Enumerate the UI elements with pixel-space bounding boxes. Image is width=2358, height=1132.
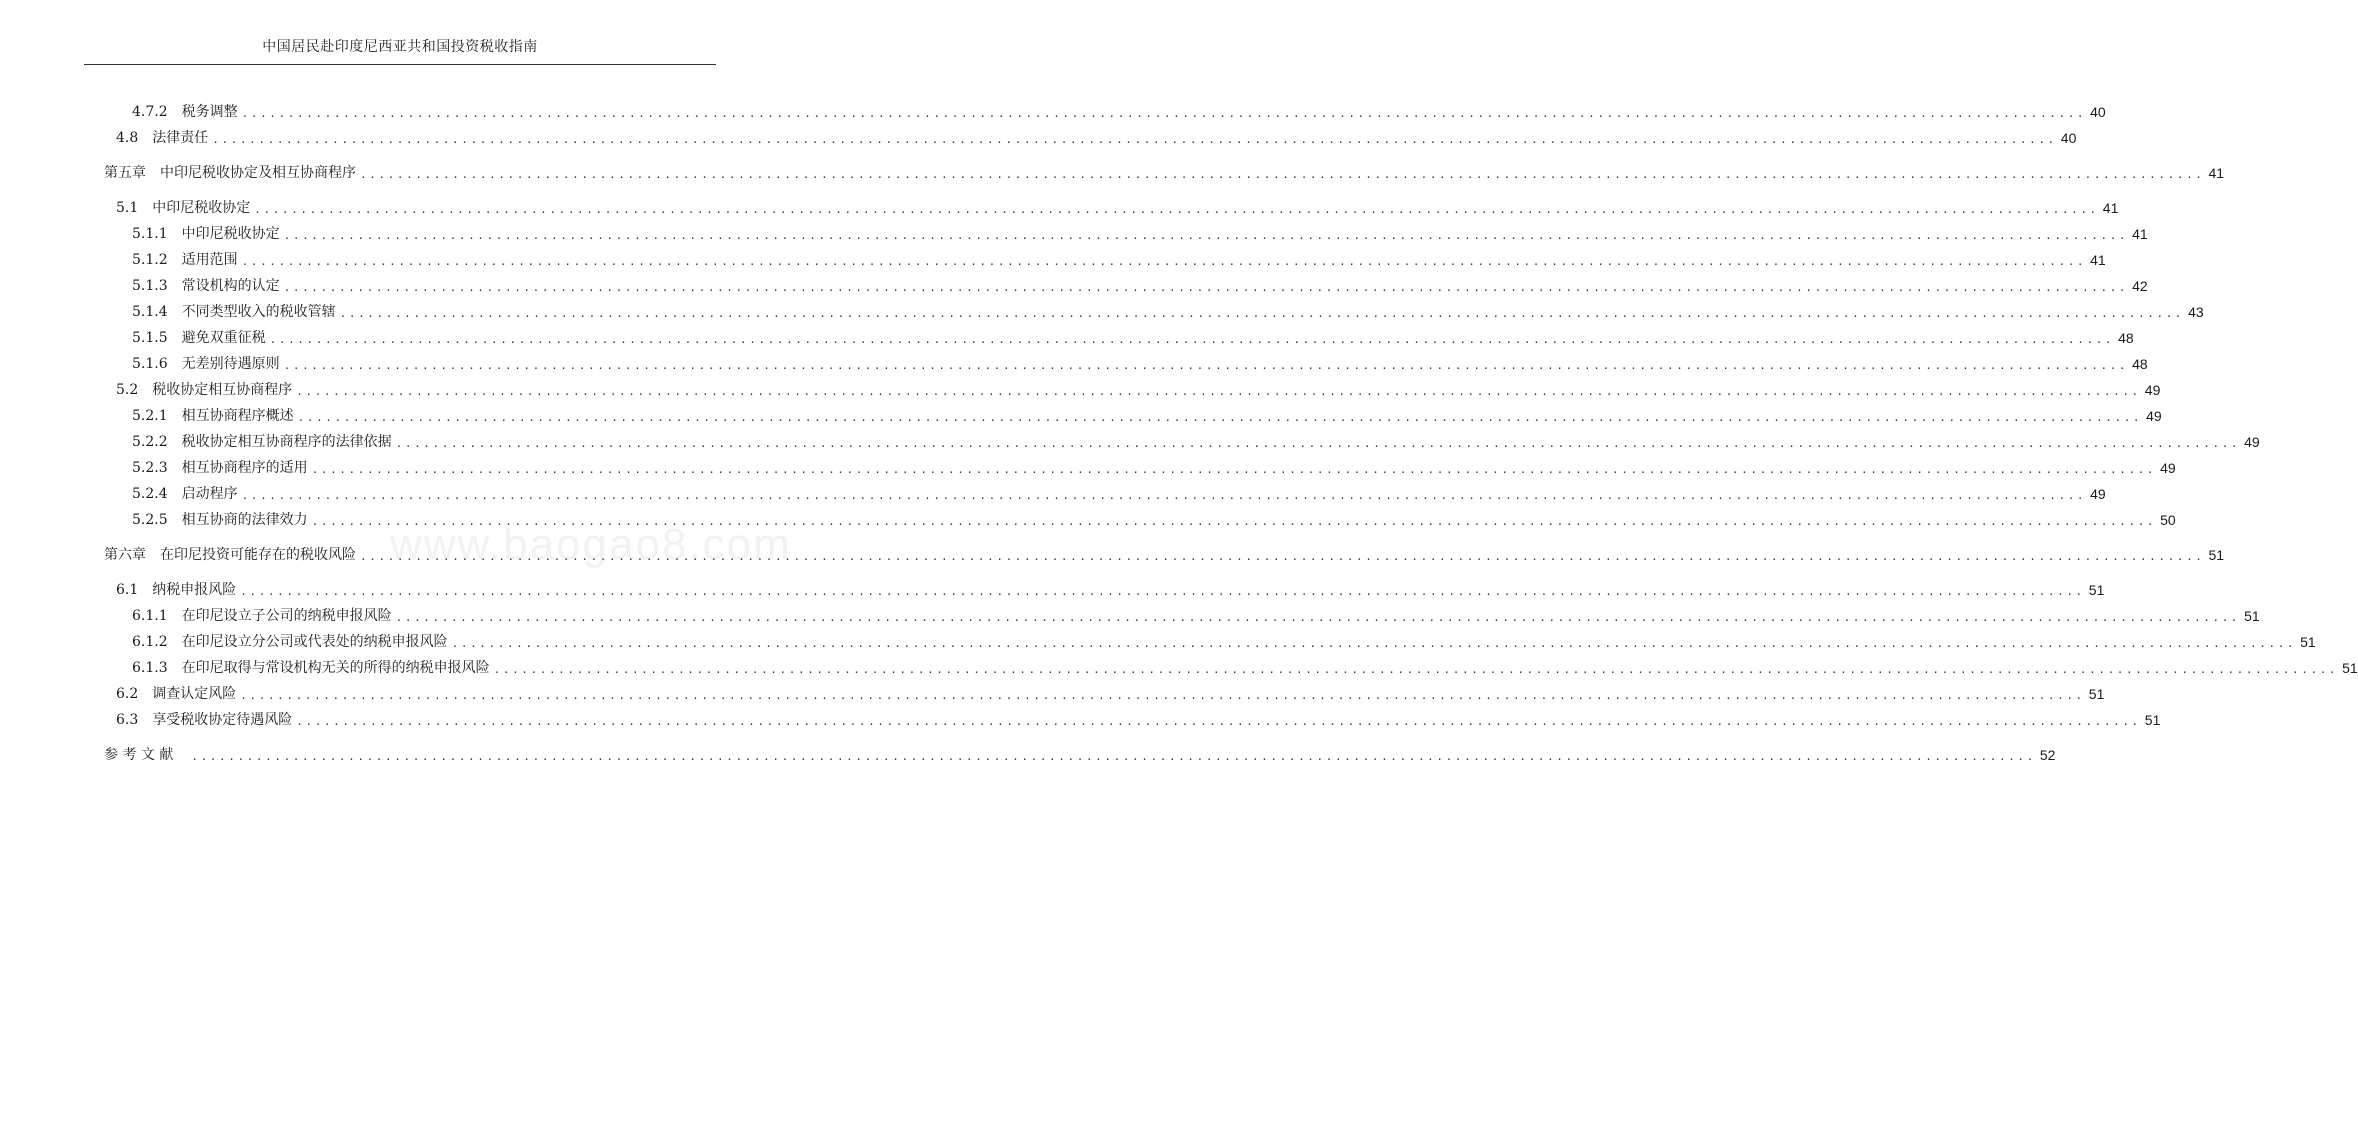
toc-number: 5.1.6 <box>132 356 168 372</box>
toc-number: 5.1.3 <box>132 278 168 294</box>
toc-page-number: 41 <box>2208 165 2225 181</box>
toc-number: 5.1.2 <box>132 252 168 268</box>
toc-leader-dots: ........................................................................................................................................................................................................ <box>297 411 2143 424</box>
toc-page-number: 49 <box>2144 382 2161 398</box>
toc-page-number: 49 <box>2090 486 2106 502</box>
toc-page-number: 43 <box>2188 304 2204 320</box>
toc-title: 在印尼取得与常设机构无关的所得的纳税申报风险 <box>181 660 490 676</box>
toc-entry[interactable] <box>104 96 2106 122</box>
toc-entry[interactable] <box>104 322 2134 348</box>
toc-entry[interactable] <box>104 244 2106 270</box>
toc-entry[interactable] <box>104 122 2077 148</box>
toc-number: 5.1.1 <box>132 226 168 242</box>
toc-number: 第五章 <box>104 165 146 181</box>
toc-page-number: 49 <box>2160 460 2176 476</box>
toc-number: 6.2 <box>116 686 139 702</box>
toc-leader-dots: ........................................................................................................................................................................................................ <box>395 437 2241 450</box>
toc-entry[interactable] <box>104 348 2148 374</box>
toc-entry[interactable] <box>104 296 2204 322</box>
toc-title: 税务调整 <box>181 104 238 120</box>
toc-entry[interactable] <box>104 704 2161 730</box>
toc-leader-dots: ........................................................................................................................................................................................................ <box>395 611 2241 624</box>
toc-leader-dots: ........................................................................................................................................................................................................ <box>296 715 2141 728</box>
toc-leader-dots: ........................................................................................................................................................................................................ <box>240 585 2085 598</box>
toc-title: 适用范围 <box>181 252 238 268</box>
toc-title: 在印尼设立子公司的纳税申报风险 <box>181 608 392 624</box>
toc-page-number: 48 <box>2132 356 2148 372</box>
toc-leader-dots: ........................................................................................................................................................................................................ <box>360 168 2205 181</box>
toc-number: 6.3 <box>116 712 139 728</box>
toc-title: 调查认定风险 <box>152 686 237 702</box>
toc-page-number: 41 <box>2132 226 2148 242</box>
toc-number: 5.2.3 <box>132 460 168 476</box>
toc-leader-dots: ........................................................................................................................................................................................................ <box>241 489 2087 502</box>
toc-chapter-entry[interactable] <box>104 148 2225 183</box>
toc-number: 6.1.2 <box>132 634 168 650</box>
table-of-contents <box>104 96 2358 765</box>
toc-number: 4.8 <box>116 130 139 146</box>
toc-leader-dots: ........................................................................................................................................................................................................ <box>493 663 2339 676</box>
toc-number: 5.2.5 <box>132 512 168 528</box>
toc-page-number: 51 <box>2342 660 2358 676</box>
toc-leader-dots: ........................................................................................................................................................................................................ <box>311 515 2157 528</box>
toc-entry[interactable] <box>104 374 2161 400</box>
toc-title: 享受税收协定待遇风险 <box>152 712 293 728</box>
toc-page-number: 40 <box>2060 130 2077 146</box>
toc-number: 6.1 <box>116 582 139 598</box>
toc-number: 5.1.5 <box>132 330 168 346</box>
toc-number: 参 考 文 献 <box>104 747 174 763</box>
toc-entry[interactable] <box>104 652 2358 678</box>
toc-number: 第六章 <box>104 547 146 563</box>
toc-title: 相互协商的法律效力 <box>181 512 308 528</box>
toc-page-number: 52 <box>2039 747 2056 763</box>
toc-leader-dots: ........................................................................................................................................................................................................ <box>212 133 2057 146</box>
toc-title: 不同类型收入的税收管辖 <box>181 304 336 320</box>
toc-entry[interactable] <box>104 565 2105 600</box>
toc-entry[interactable] <box>104 478 2106 504</box>
toc-leader-dots: ........................................................................................................................................................................................................ <box>269 333 2115 346</box>
toc-page-number: 51 <box>2144 712 2161 728</box>
toc-page-number: 42 <box>2132 278 2148 294</box>
toc-title: 税收协定相互协商程序的法律依据 <box>181 434 392 450</box>
toc-page-number: 51 <box>2244 608 2260 624</box>
toc-title: 避免双重征税 <box>181 330 266 346</box>
toc-title: 法律责任 <box>152 130 209 146</box>
toc-leader-dots: ........................................................................................................................................................................................................ <box>241 107 2087 120</box>
toc-leader-dots: ........................................................................................................................................................................................................ <box>311 463 2157 476</box>
toc-title: 中印尼税收协定及相互协商程序 <box>160 165 356 181</box>
toc-entry[interactable] <box>104 452 2176 478</box>
toc-entry[interactable] <box>104 270 2148 296</box>
toc-page-number: 41 <box>2102 200 2119 216</box>
toc-chapter-entry[interactable] <box>104 730 2056 765</box>
toc-number: 5.1.4 <box>132 304 168 320</box>
toc-page-number: 48 <box>2118 330 2134 346</box>
toc-chapter-entry[interactable] <box>104 530 2225 565</box>
toc-leader-dots: ........................................................................................................................................................................................................ <box>296 385 2141 398</box>
toc-page-number: 51 <box>2088 582 2105 598</box>
toc-number: 4.7.2 <box>132 104 168 120</box>
toc-entry[interactable] <box>104 218 2148 244</box>
toc-page-number: 51 <box>2088 686 2105 702</box>
toc-number: 5.1 <box>116 200 139 216</box>
toc-number: 5.2.1 <box>132 408 168 424</box>
toc-entry[interactable] <box>104 678 2105 704</box>
toc-entry[interactable] <box>104 504 2176 530</box>
toc-entry[interactable] <box>104 183 2119 218</box>
toc-title: 启动程序 <box>181 486 238 502</box>
toc-title: 税收协定相互协商程序 <box>152 382 293 398</box>
toc-number: 6.1.3 <box>132 660 168 676</box>
toc-leader-dots: ........................................................................................................................................................................................................ <box>283 281 2129 294</box>
toc-number: 5.2.4 <box>132 486 168 502</box>
toc-leader-dots: ........................................................................................................................................................................................................ <box>191 750 2036 763</box>
toc-title: 相互协商程序的适用 <box>181 460 308 476</box>
toc-page-number: 50 <box>2160 512 2176 528</box>
toc-leader-dots: ........................................................................................................................................................................................................ <box>451 637 2297 650</box>
toc-page-number: 51 <box>2300 634 2316 650</box>
toc-page-number: 41 <box>2090 252 2106 268</box>
toc-number: 5.2.2 <box>132 434 168 450</box>
toc-number: 5.2 <box>116 382 139 398</box>
toc-title: 在印尼设立分公司或代表处的纳税申报风险 <box>181 634 448 650</box>
toc-leader-dots: ........................................................................................................................................................................................................ <box>360 550 2205 563</box>
toc-leader-dots: ........................................................................................................................................................................................................ <box>339 307 2185 320</box>
toc-leader-dots: ........................................................................................................................................................................................................ <box>283 229 2129 242</box>
toc-title: 中印尼税收协定 <box>181 226 280 242</box>
toc-title: 中印尼税收协定 <box>152 200 251 216</box>
toc-page-number: 51 <box>2208 547 2225 563</box>
toc-entry[interactable] <box>104 626 2316 652</box>
toc-title: 相互协商程序概述 <box>181 408 294 424</box>
toc-title: 无差别待遇原则 <box>181 356 280 372</box>
toc-leader-dots: ........................................................................................................................................................................................................ <box>283 359 2129 372</box>
toc-entry[interactable] <box>104 400 2162 426</box>
toc-page-number: 49 <box>2146 408 2162 424</box>
toc-entry[interactable] <box>104 426 2260 452</box>
toc-number: 6.1.1 <box>132 608 168 624</box>
toc-page-number: 40 <box>2090 104 2106 120</box>
toc-entry[interactable] <box>104 600 2260 626</box>
toc-leader-dots: ........................................................................................................................................................................................................ <box>254 203 2099 216</box>
toc-leader-dots: ........................................................................................................................................................................................................ <box>240 689 2085 702</box>
toc-leader-dots: ........................................................................................................................................................................................................ <box>241 255 2087 268</box>
toc-title: 在印尼投资可能存在的税收风险 <box>160 547 356 563</box>
toc-title: 纳税申报风险 <box>152 582 237 598</box>
toc-page-number: 49 <box>2244 434 2260 450</box>
toc-title: 常设机构的认定 <box>181 278 280 294</box>
running-header: 中国居民赴印度尼西亚共和国投资税收指南 <box>84 36 716 65</box>
watermark: www.baogao8.com <box>390 520 792 569</box>
